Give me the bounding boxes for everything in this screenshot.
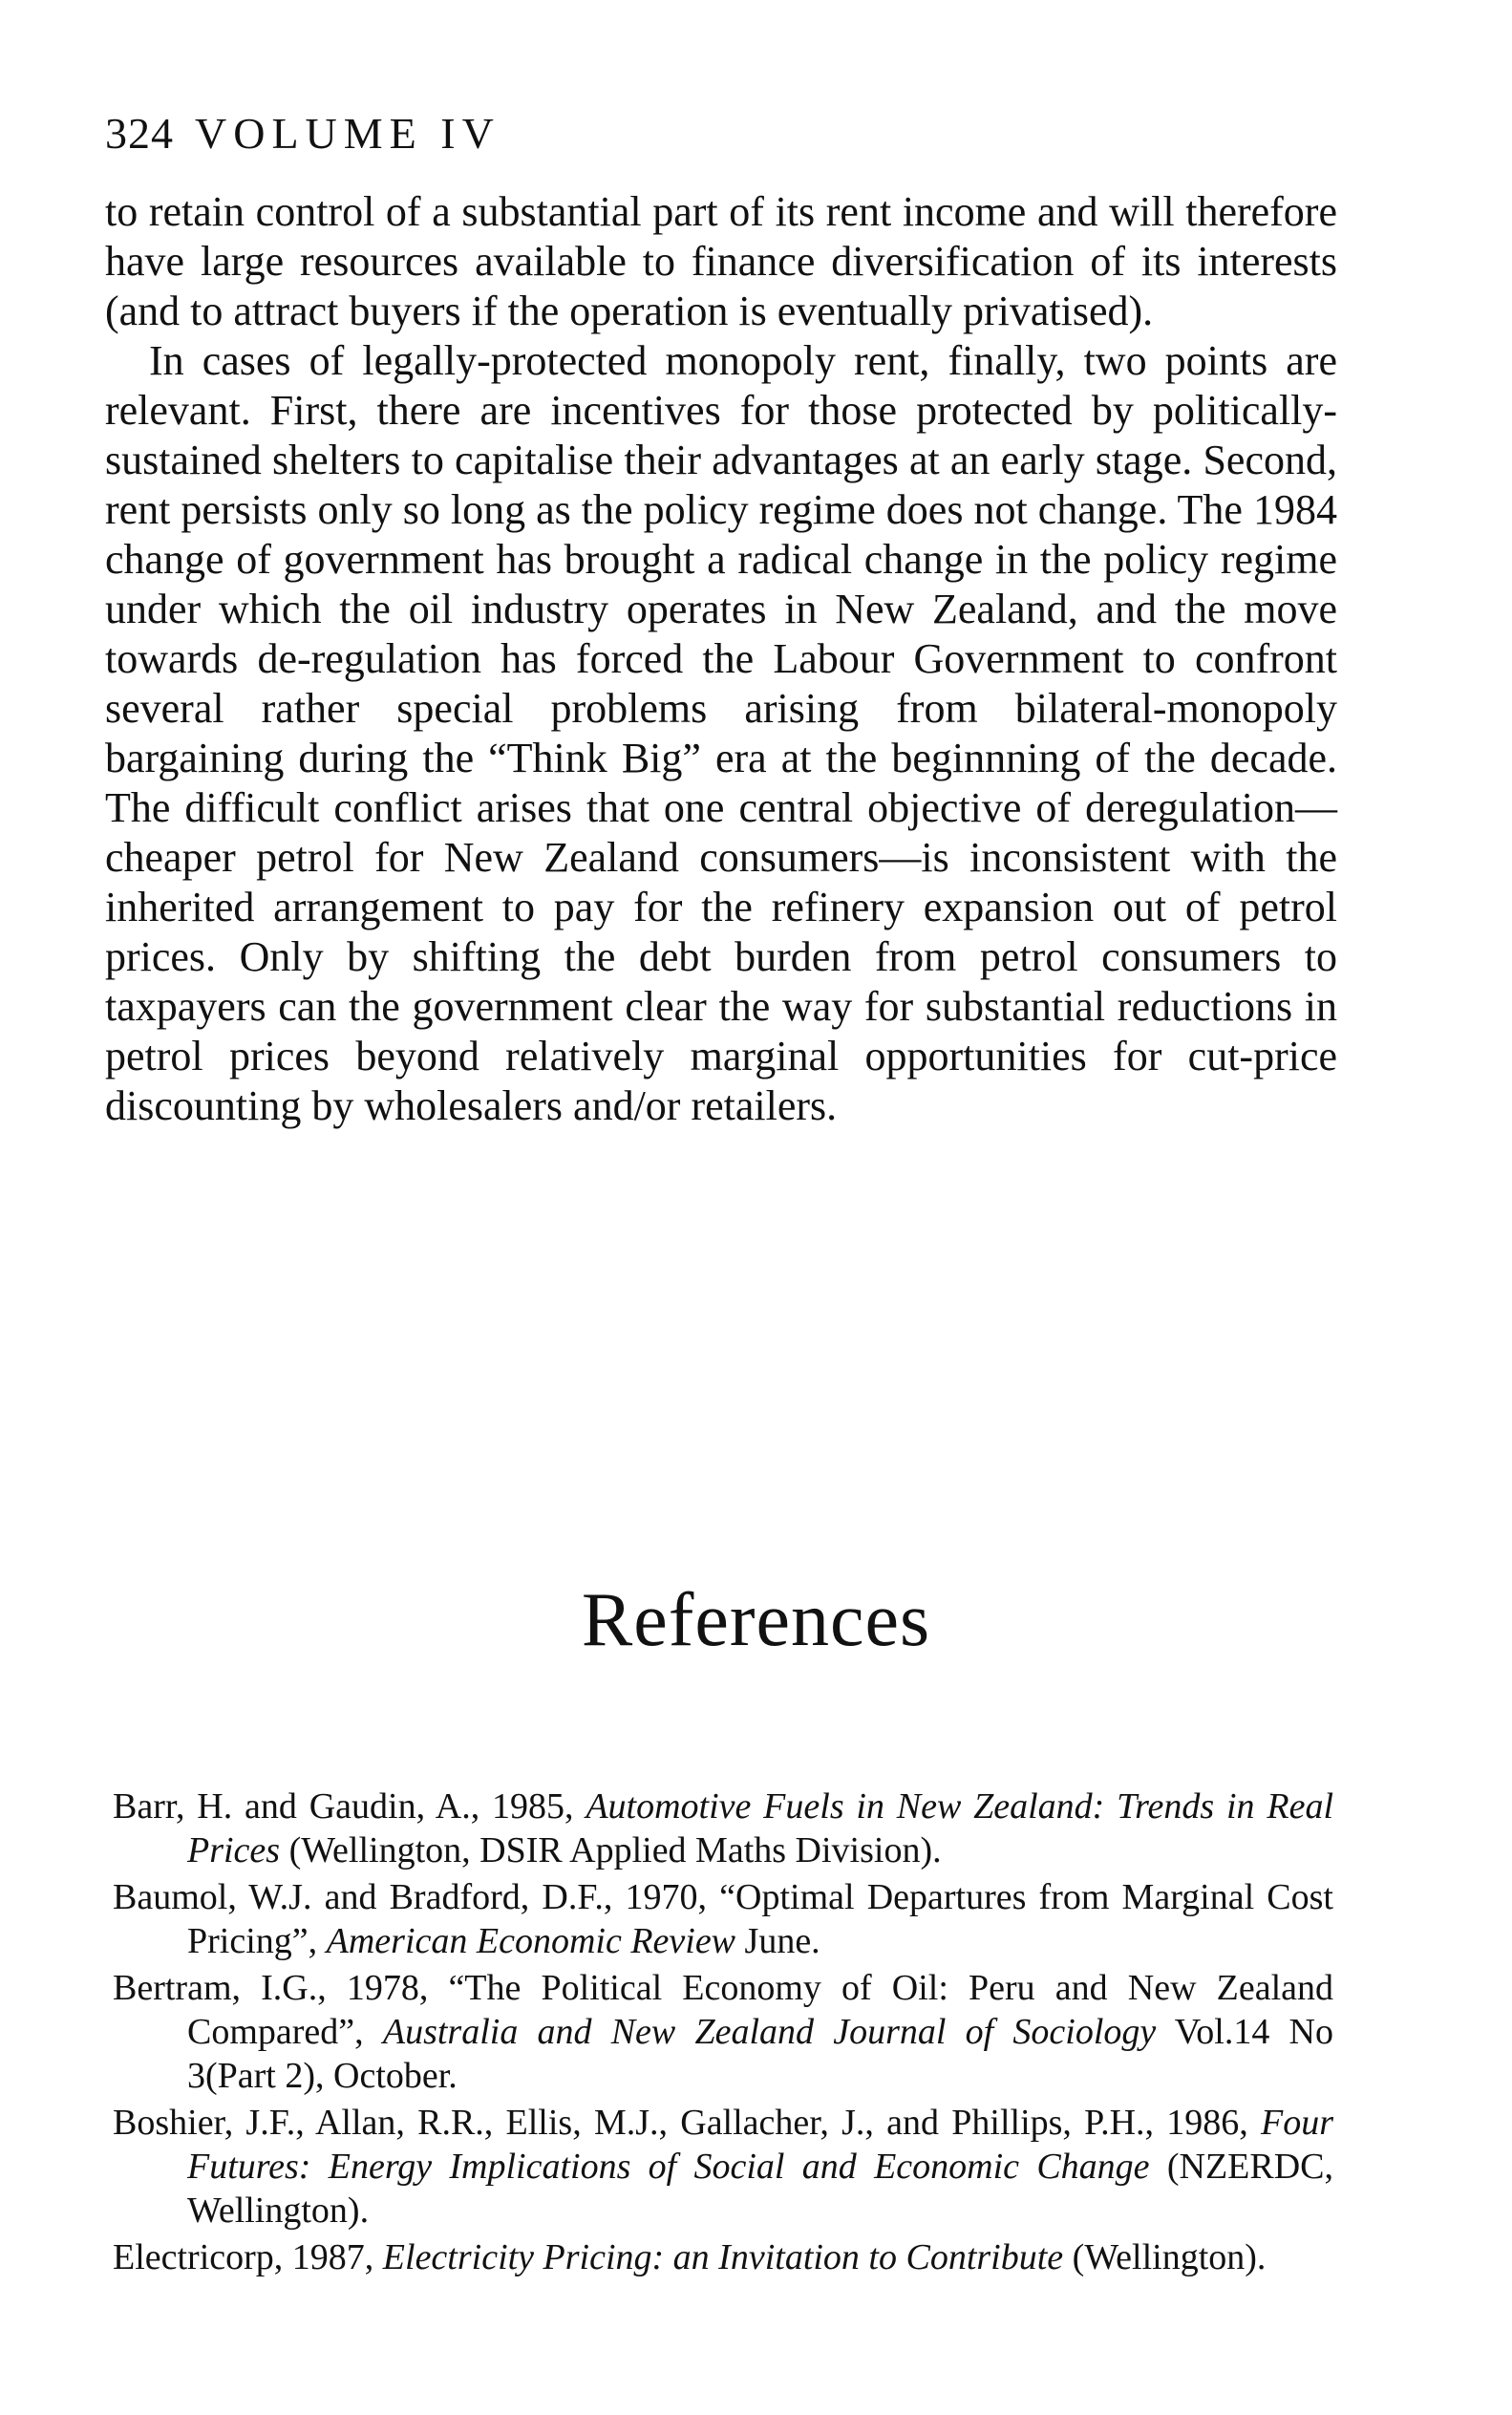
- reference-details: (Wellington).: [1063, 2237, 1267, 2277]
- reference-entry: [113, 2101, 1333, 2233]
- volume-label: VOLUME IV: [195, 109, 500, 158]
- reference-authors: Bertram, I.G., 1978, “The Political Economy of Oil: Peru and New Zealand Compared”,: [113, 1968, 1333, 2052]
- page-number: 324: [105, 109, 174, 158]
- reference-list: [113, 1785, 1333, 2282]
- body-text: [105, 187, 1337, 1131]
- reference-details: (Wellington, DSIR Applied Maths Division).: [280, 1830, 942, 1870]
- running-header: [105, 107, 500, 160]
- reference-authors: Electricorp, 1987,: [113, 2237, 383, 2277]
- reference-entry: [113, 1785, 1333, 1872]
- reference-details: June.: [735, 1921, 820, 1961]
- reference-title: Four Futures: Energy Implications of Social and Economic Change: [187, 2103, 1333, 2187]
- body-paragraph-1: to retain control of a substantial part of its rent income and will therefore have large resources available to finance diversification of its interests (and to attract buyers if the operation is eventually privatised).: [105, 188, 1337, 334]
- reference-title: Automotive Fuels in New Zealand: Trends in Real Prices: [187, 1786, 1333, 1870]
- reference-title: Australia and New Zealand Journal of Sociology: [382, 2012, 1157, 2052]
- body-paragraph-2: In cases of legally-protected monopoly rent, finally, two points are relevant. First, there are incentives for those protected by politically-sustained shelters to capitalise their advantages at an early stage. Second, rent persists only so long as the policy regime does not change. The 1984 change of government has brought a radical change in the policy regime under which the oil industry operates in New Zealand, and the move towards de-regulation has forced the Labour Government to confront several rather special problems arising from bilateral-monopoly bargaining during the “Think Big” era at the beginnning of the decade. The difficult conflict arises that one central objective of deregulation—cheaper petrol for New Zealand consumers—is inconsistent with the inherited arrangement to pay for the refinery expansion out of petrol prices. Only by shifting the debt burden from petrol consumers to taxpayers can the government clear the way for substantial reductions in petrol prices beyond relatively marginal opportunities for cut-price discounting by wholesalers and/or retailers.: [105, 337, 1337, 1129]
- reference-details: Vol.14 No 3(Part 2), October.: [187, 2012, 1334, 2096]
- reference-authors: Baumol, W.J. and Bradford, D.F., 1970, “Optimal Departures from Marginal Cost Pricing”,: [113, 1877, 1333, 1961]
- reference-title: American Economic Review: [326, 1921, 736, 1961]
- reference-entry: [113, 2235, 1333, 2279]
- reference-entry: [113, 1966, 1333, 2098]
- reference-details: (NZERDC, Wellington).: [187, 2147, 1333, 2231]
- reference-authors: Barr, H. and Gaudin, A., 1985,: [113, 1786, 586, 1827]
- reference-title: Electricity Pricing: an Invitation to Contribute: [382, 2237, 1064, 2277]
- reference-entry: [113, 1875, 1333, 1963]
- reference-authors: Boshier, J.F., Allan, R.R., Ellis, M.J., Gallacher, J., and Phillips, P.H., 1986,: [113, 2103, 1261, 2143]
- references-heading: References: [581, 1578, 931, 1662]
